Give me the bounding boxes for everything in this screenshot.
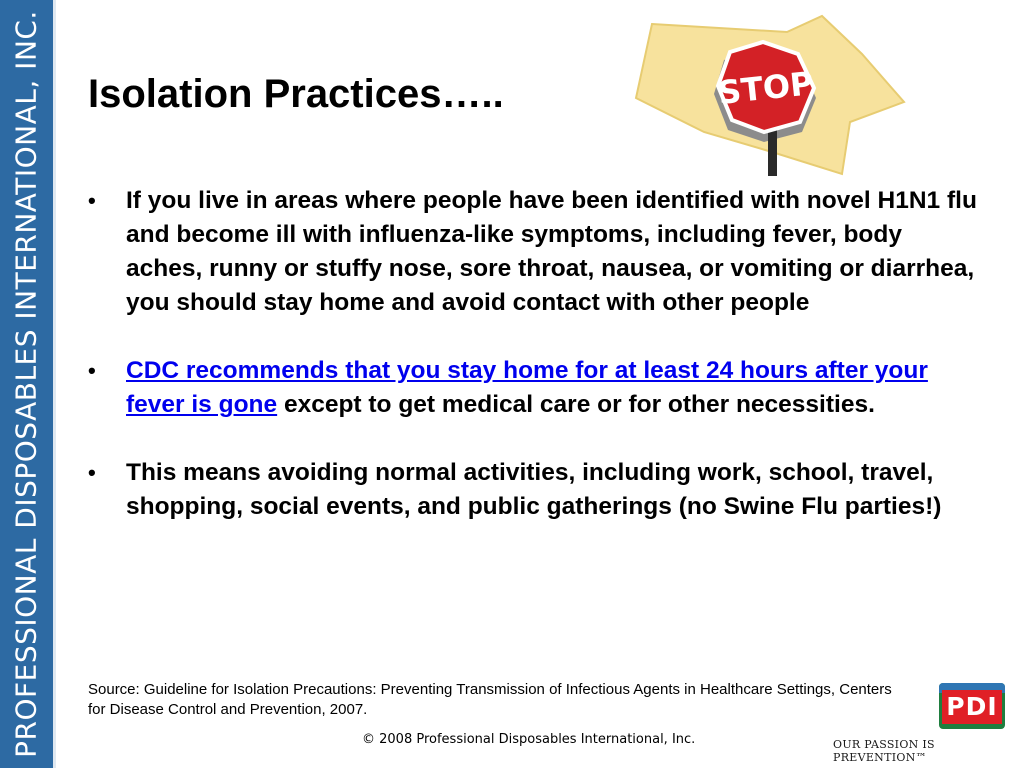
bullet-marker: • bbox=[88, 188, 96, 213]
cdc-recommendation-link[interactable]: CDC recommends that you stay home for at least 24 hours after your fever is gone bbox=[126, 357, 928, 418]
copyright-notice: © 2008 Professional Disposables International, Inc. bbox=[362, 732, 696, 747]
bullet-text: This means avoiding normal activities, including work, school, travel, shopping, social events, and public gatherings (no Swine Flu parties!) bbox=[126, 459, 942, 520]
pdi-logo-text: PDI bbox=[942, 690, 1002, 724]
bullet-text: except to get medical care or for other necessities. bbox=[277, 391, 875, 418]
bullet-text: If you live in areas where people have been identified with novel H1N1 flu and become ill with influenza-like symptoms, including fever, body aches, runny or stuffy nose, sore throat, nausea, or vomiting or diarrhea, you should stay home and avoid contact with other people bbox=[126, 187, 977, 316]
bullet-item-stay-home-if-ill bbox=[88, 184, 978, 320]
bullet-list bbox=[88, 184, 978, 558]
bullet-marker: • bbox=[88, 460, 96, 485]
bullet-item-cdc-recommendation bbox=[88, 354, 978, 422]
stop-sign-post bbox=[768, 126, 777, 176]
bullet-item-avoid-activities bbox=[88, 456, 978, 524]
pdi-logo bbox=[939, 683, 1005, 729]
side-brand-band bbox=[0, 0, 56, 768]
stop-sign-illustration bbox=[632, 14, 908, 180]
slide-title: Isolation Practices….. bbox=[88, 72, 504, 116]
bullet-marker: • bbox=[88, 358, 96, 383]
source-citation: Source: Guideline for Isolation Precautions: Preventing Transmission of Infectious Agents in Healthcare Settings, Centers for Disease Control and Prevention, 2007. bbox=[88, 681, 892, 718]
side-brand-text: PROFESSIONAL DISPOSABLES INTERNATIONAL, INC. bbox=[9, 10, 43, 758]
brand-tagline: OUR PASSION IS PREVENTION™ bbox=[833, 738, 935, 764]
stop-sign-text: STOP bbox=[716, 64, 816, 112]
